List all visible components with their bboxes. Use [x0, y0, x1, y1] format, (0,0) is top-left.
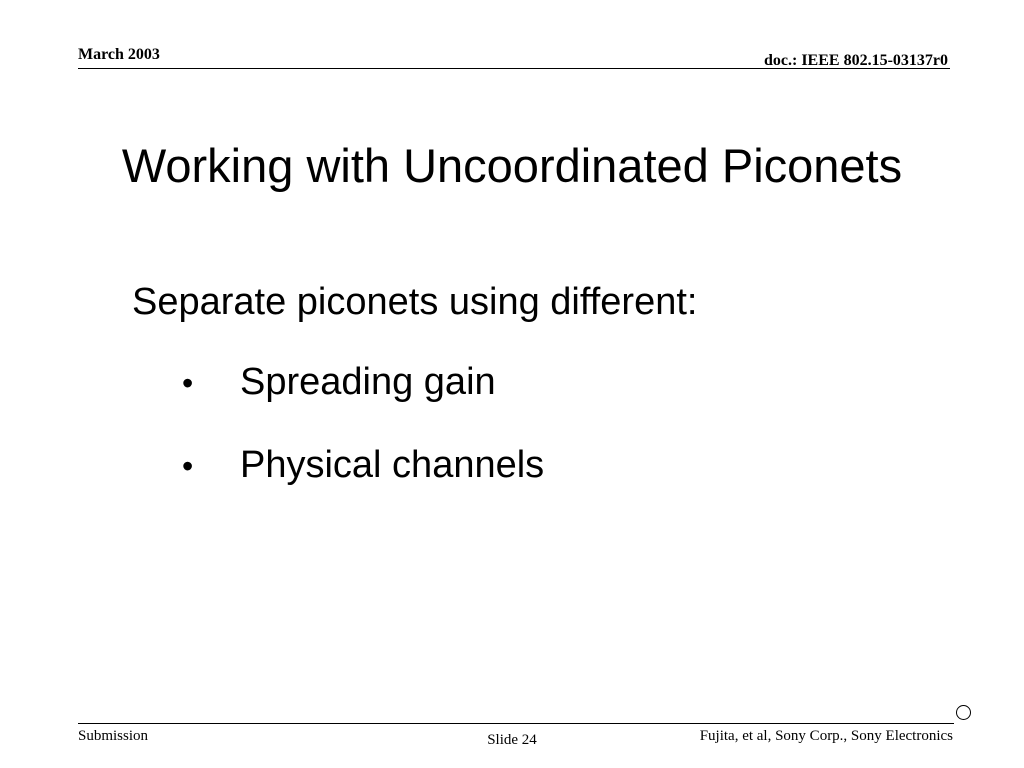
bullet-item — [132, 441, 952, 490]
slide-body — [132, 278, 952, 490]
header-date: March 2003 — [78, 46, 160, 63]
header-divider — [78, 68, 950, 69]
footer-authors: Fujita, et al, Sony Corp., Sony Electronics — [699, 728, 953, 744]
circle-icon — [956, 705, 971, 720]
footer-divider — [78, 723, 954, 724]
lead-text: Separate piconets using different: — [132, 281, 698, 323]
bullet-icon: • — [182, 448, 194, 484]
bullet-item — [132, 358, 952, 407]
bullet-icon: • — [182, 365, 194, 401]
footer-submission: Submission — [78, 728, 149, 744]
header-doc-id: doc.: IEEE 802.15-03137r0 — [764, 52, 948, 69]
bullet-text: Spreading gain — [240, 361, 496, 403]
bullet-text: Physical channels — [240, 444, 545, 486]
bullet-list — [132, 358, 952, 490]
slide-title: Working with Uncoordinated Piconets — [121, 139, 903, 192]
footer-slide-number: Slide 24 — [487, 732, 537, 748]
